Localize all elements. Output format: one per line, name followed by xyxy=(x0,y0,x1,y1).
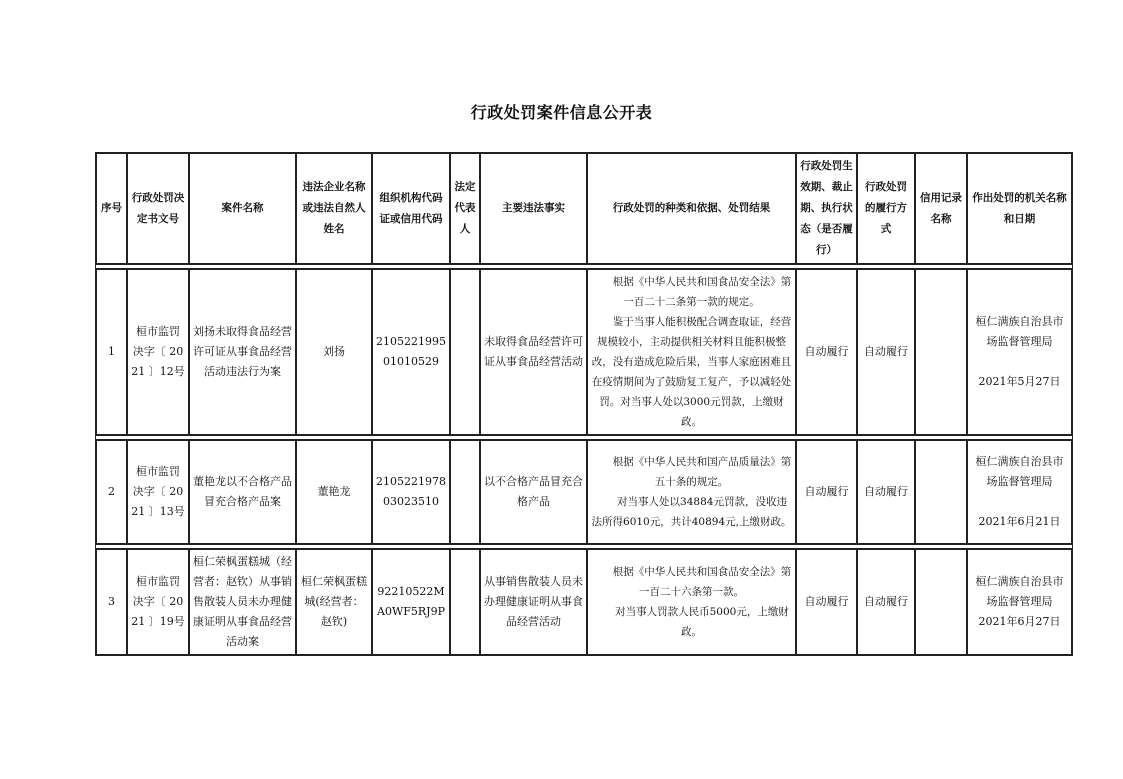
cell-penalty xyxy=(587,440,796,544)
cell-authority xyxy=(967,549,1072,655)
cell-decision-no: 桓市监罚决字〔 2021 〕19号 xyxy=(127,549,189,655)
penalty-result: 鉴于当事人能积极配合调查取证，经营规模较小，主动提供相关材料且能积极整改，没有造成危险后果，当事人家庭困难且在疫情期间为了鼓励复工复产，予以减轻处罚。对当事人处以3000元罚款，上缴财政。 xyxy=(591,316,792,428)
cell-credit xyxy=(915,269,967,435)
cell-case-name: 董艳龙以不合格产品冒充合格产品案 xyxy=(189,440,296,544)
header-credit: 信用记录名称 xyxy=(915,153,967,264)
header-facts: 主要违法事实 xyxy=(480,153,587,264)
header-authority: 作出处罚的机关名称和日期 xyxy=(967,153,1072,264)
cell-seq: 2 xyxy=(96,440,127,544)
authority-date: 2021年6月27日 xyxy=(978,615,1061,628)
cell-decision-no: 桓市监罚决字〔 2021 〕13号 xyxy=(127,440,189,544)
cell-method: 自动履行 xyxy=(857,269,915,435)
cell-party: 桓仁荣枫蛋糕城(经营者：赵钦) xyxy=(296,549,372,655)
header-method: 行政处罚的履行方式 xyxy=(857,153,915,264)
cell-credit xyxy=(915,440,967,544)
header-org-code: 组织机构代码证或信用代码 xyxy=(372,153,450,264)
penalty-basis: 根据《中华人民共和国食品安全法》第一百二十六条第一款。 xyxy=(612,566,792,598)
cell-facts: 以不合格产品冒充合格产品 xyxy=(480,440,587,544)
cell-org-code: 210522199501010529 xyxy=(372,269,450,435)
table-row xyxy=(96,440,1072,544)
header-status: 行政处罚生效期、裁止期、执行状态（是否履行） xyxy=(796,153,857,264)
cell-status: 自动履行 xyxy=(796,269,857,435)
case-table xyxy=(95,152,1073,656)
cell-facts: 从事销售散装人员未办理健康证明从事食品经营活动 xyxy=(480,549,587,655)
table-row xyxy=(96,269,1072,435)
cell-penalty xyxy=(587,549,796,655)
cell-case-name: 刘扬未取得食品经营许可证从事食品经营活动违法行为案 xyxy=(189,269,296,435)
penalty-result: 对当事人罚款人民币5000元，上缴财政。 xyxy=(615,606,789,638)
cell-status: 自动履行 xyxy=(796,549,857,655)
authority-name: 桓仁满族自治县市场监督管理局 xyxy=(975,315,1064,348)
cell-status: 自动履行 xyxy=(796,440,857,544)
cell-party: 董艳龙 xyxy=(296,440,372,544)
header-case-name: 案件名称 xyxy=(189,153,296,264)
cell-authority xyxy=(967,269,1072,435)
header-legal-rep: 法定代表人 xyxy=(450,153,480,264)
header-row xyxy=(96,153,1072,264)
cell-facts: 未取得食品经营许可证从事食品经营活动 xyxy=(480,269,587,435)
header-party: 违法企业名称或违法自然人姓名 xyxy=(296,153,372,264)
penalty-basis: 根据《中华人民共和国食品安全法》第一百二十二条第一款的规定。 xyxy=(612,276,792,308)
cell-legal-rep xyxy=(450,269,480,435)
cell-method: 自动履行 xyxy=(857,440,915,544)
authority-date: 2021年6月21日 xyxy=(978,515,1061,528)
header-seq: 序号 xyxy=(96,153,127,264)
cell-penalty xyxy=(587,269,796,435)
page-title: 行政处罚案件信息公开表 xyxy=(470,103,653,122)
penalty-result: 对当事人处以34884元罚款，没收违法所得6010元，共计40894元,上缴财政。 xyxy=(591,496,792,528)
cell-seq: 1 xyxy=(96,269,127,435)
cell-party: 刘扬 xyxy=(296,269,372,435)
authority-date: 2021年5月27日 xyxy=(978,375,1061,388)
header-decision-no: 行政处罚决定书文号 xyxy=(127,153,189,264)
table-row xyxy=(96,549,1072,655)
cell-seq: 3 xyxy=(96,549,127,655)
cell-legal-rep xyxy=(450,440,480,544)
authority-name: 桓仁满族自治县市场监督管理局 xyxy=(975,455,1064,488)
header-penalty: 行政处罚的种类和依据、处罚结果 xyxy=(587,153,796,264)
cell-case-name: 桓仁荣枫蛋糕城（经营者：赵钦）从事销售散装人员未办理健康证明从事食品经营活动案 xyxy=(189,549,296,655)
cell-org-code: 210522197803023510 xyxy=(372,440,450,544)
cell-credit xyxy=(915,549,967,655)
authority-name: 桓仁满族自治县市场监督管理局 xyxy=(975,575,1064,608)
cell-decision-no: 桓市监罚决字〔 2021 〕12号 xyxy=(127,269,189,435)
cell-method: 自动履行 xyxy=(857,549,915,655)
cell-org-code: 92210522MA0WF5RJ9P xyxy=(372,549,450,655)
cell-authority xyxy=(967,440,1072,544)
cell-legal-rep xyxy=(450,549,480,655)
penalty-basis: 根据《中华人民共和国产品质量法》第五十条的规定。 xyxy=(612,456,792,488)
